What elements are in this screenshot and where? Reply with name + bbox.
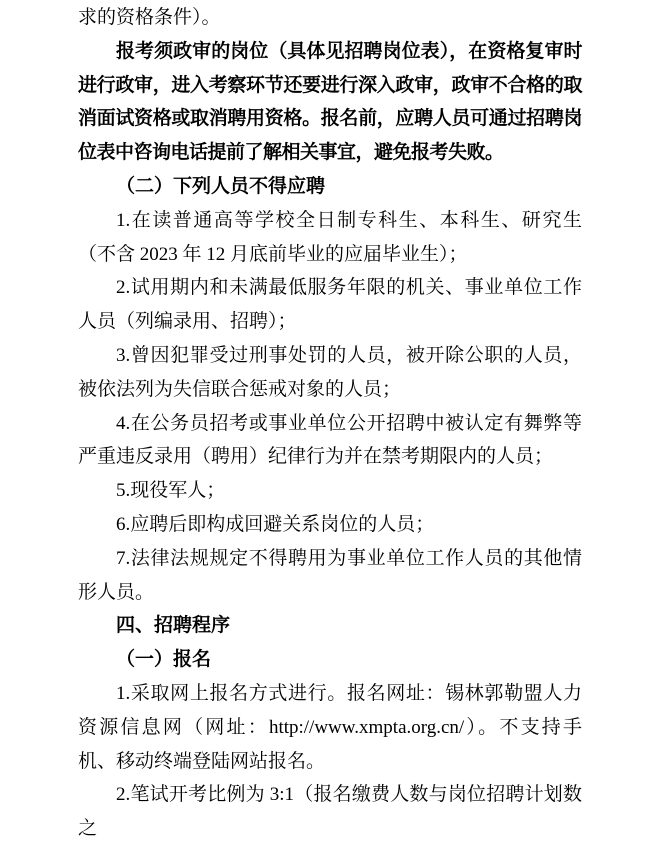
heading-chapter-4-recruitment-procedure: 四、招聘程序 — [116, 615, 231, 637]
paragraph-political-review-notice: 报考须政审的岗位（具体见招聘岗位表），在资格复审时进行政审，进入考察环节还要进行深入政审，政审不合格的取消面试资格或取消聘用资格。报名前，应聘人员可通过招聘岗位表中咨询电话提前了解相关事宜，避免报考失败。 — [78, 40, 582, 164]
ineligible-list-item-6: 6.应聘后即构成回避关系岗位的人员； — [116, 513, 435, 535]
registration-item-2: 2.笔试开考比例为 3:1（报名缴费人数与岗位招聘计划数之 — [78, 784, 582, 840]
registration-item-1: 1.采取网上报名方式进行。报名网址：锡林郭勒盟人力资源信息网（网址：http://www.xmpta.org.cn/）。不支持手机、移动终端登陆网站报名。 — [78, 682, 582, 772]
heading-section-2-ineligible-persons: （二）下列人员不得应聘 — [116, 175, 326, 197]
ineligible-list-item-2: 2.试用期内和未满最低服务年限的机关、事业单位工作人员（列编录用、招聘）； — [78, 277, 582, 333]
ineligible-list-item-5: 5.现役军人； — [116, 480, 226, 502]
heading-section-1-registration: （一）报名 — [116, 649, 212, 671]
ineligible-list-item-4: 4.在公务员招考或事业单位公开招聘中被认定有舞弊等严重违反录用（聘用）纪律行为并在禁考期限内的人员； — [78, 412, 582, 468]
ineligible-list-item-7: 7.法律法规规定不得聘用为事业单位工作人员的其他情形人员。 — [78, 547, 582, 603]
ineligible-list-item-3: 3.曾因犯罪受过刑事处罚的人员，被开除公职的人员，被依法列为失信联合惩戒对象的人员； — [78, 344, 582, 400]
paragraph-qualification-continuation: 求的资格条件）。 — [78, 7, 221, 28]
ineligible-list-item-1: 1.在读普通高等学校全日制专科生、本科生、研究生（不含 2023 年 12 月底前毕业的应届毕业生）； — [78, 209, 582, 265]
